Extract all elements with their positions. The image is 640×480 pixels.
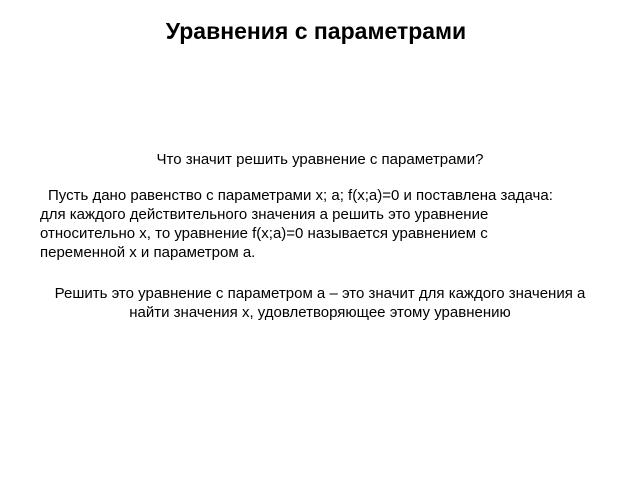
definition-line: Пусть дано равенство с параметрами x; a; f(x;a)=0 и поставлена задача: [48,187,553,204]
definition-line: переменной x и параметром а. [40,244,256,261]
slide-title [0,18,640,45]
conclusion-line: Решить это уравнение с параметром а – это значит для каждого значения а [54,285,586,302]
definition-paragraph [40,186,610,262]
definition-line: для каждого действительного значения а решить это уравнение [40,206,489,223]
conclusion-paragraph [20,284,620,322]
question-text: Что значит решить уравнение с параметрами? [156,151,484,168]
slide-title-text: Уравнения с параметрами [165,18,467,44]
conclusion-line: найти значения x, удовлетворяющее этому уравнению [129,304,511,321]
definition-line: относительно x, то уравнение f(x;a)=0 называется уравнением с [40,225,488,242]
